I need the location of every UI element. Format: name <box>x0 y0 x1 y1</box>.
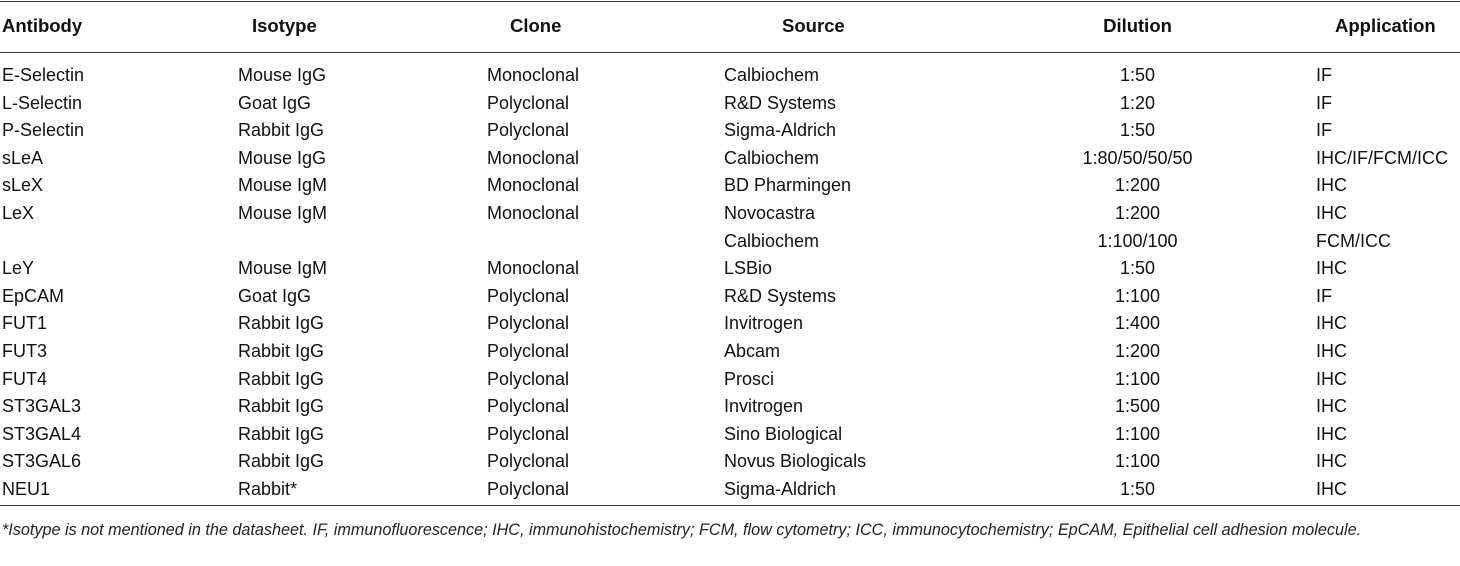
cell-isotype: Rabbit IgG <box>238 120 325 141</box>
table-row <box>0 90 1460 118</box>
cell-clone: Polyclonal <box>487 285 570 306</box>
cell-isotype: Rabbit* <box>238 479 298 499</box>
header-dilution: Dilution <box>1103 15 1172 36</box>
cell-dilution: 1:100 <box>1114 423 1161 444</box>
header-isotype: Isotype <box>252 15 317 36</box>
table-row <box>0 421 1460 449</box>
table-row <box>0 366 1460 394</box>
cell-source: Calbiochem <box>724 230 820 251</box>
table-row <box>0 200 1460 228</box>
table-top-rule <box>0 1 1460 2</box>
cell-antibody: sLeX <box>2 175 44 196</box>
cell-clone: Polyclonal <box>487 341 570 361</box>
cell-dilution: 1:80/50/50/50 <box>1082 147 1193 168</box>
cell-antibody: FUT1 <box>2 313 47 334</box>
cell-application: FCM/ICC <box>1316 230 1391 251</box>
cell-isotype: Mouse IgG <box>238 147 327 168</box>
cell-source: Abcam <box>724 341 781 361</box>
cell-antibody: ST3GAL4 <box>2 423 82 444</box>
cell-isotype: Goat IgG <box>238 285 312 306</box>
cell-dilution: 1:50 <box>1119 65 1156 85</box>
cell-clone: Monoclonal <box>487 175 580 196</box>
cell-dilution: 1:200 <box>1114 175 1161 196</box>
cell-dilution: 1:50 <box>1119 258 1156 279</box>
cell-dilution: 1:200 <box>1114 341 1161 361</box>
cell-application: IHC <box>1316 479 1347 499</box>
cell-isotype: Rabbit IgG <box>238 368 325 389</box>
cell-dilution: 1:100/100 <box>1097 230 1178 251</box>
cell-clone: Polyclonal <box>487 92 570 113</box>
cell-antibody: E-Selectin <box>2 65 85 85</box>
cell-clone: Polyclonal <box>487 479 570 499</box>
cell-dilution: 1:500 <box>1114 396 1161 417</box>
cell-isotype: Rabbit IgG <box>238 396 325 417</box>
cell-source: BD Pharmingen <box>724 175 852 196</box>
cell-source: Invitrogen <box>724 313 804 334</box>
header-source: Source <box>782 15 845 36</box>
cell-source: Calbiochem <box>724 65 820 85</box>
cell-source: R&D Systems <box>724 92 837 113</box>
cell-antibody: L-Selectin <box>2 92 83 113</box>
cell-application: IHC <box>1316 203 1347 223</box>
header-application: Application <box>1335 15 1436 36</box>
table-header-rule <box>0 52 1460 53</box>
cell-application: IHC <box>1316 451 1347 472</box>
table-row <box>0 145 1460 173</box>
table-row <box>0 283 1460 311</box>
table-row <box>0 338 1460 366</box>
cell-isotype: Rabbit IgG <box>238 423 325 444</box>
cell-dilution: 1:100 <box>1114 368 1161 389</box>
cell-clone: Monoclonal <box>487 258 580 279</box>
table-bottom-rule <box>0 505 1460 506</box>
table-row <box>0 448 1460 476</box>
cell-isotype: Rabbit IgG <box>238 313 325 334</box>
table-row <box>0 476 1460 504</box>
cell-antibody: NEU1 <box>2 479 51 499</box>
cell-dilution: 1:400 <box>1114 313 1161 334</box>
cell-application: IF <box>1316 92 1332 113</box>
cell-source: Sigma-Aldrich <box>724 120 837 141</box>
cell-clone: Polyclonal <box>487 423 570 444</box>
cell-antibody: FUT4 <box>2 368 47 389</box>
cell-dilution: 1:200 <box>1114 203 1161 223</box>
cell-dilution: 1:50 <box>1119 479 1156 499</box>
cell-application: IHC <box>1316 175 1347 196</box>
cell-isotype: Rabbit IgG <box>238 341 325 361</box>
cell-source: Prosci <box>724 368 775 389</box>
cell-clone: Monoclonal <box>487 203 580 223</box>
cell-clone: Polyclonal <box>487 368 570 389</box>
table-row <box>0 255 1460 283</box>
cell-dilution: 1:20 <box>1119 92 1156 113</box>
cell-dilution: 1:100 <box>1114 285 1161 306</box>
header-antibody: Antibody <box>2 15 83 36</box>
cell-source: Sino Biological <box>724 423 843 444</box>
cell-clone: Polyclonal <box>487 396 570 417</box>
table-footnote: *Isotype is not mentioned in the datasheet. IF, immunofluorescence; IHC, immunohistochemistry; FCM, flow cytometry; ICC, immunocytochemistry; EpCAM, Epithelial cell adhesion molecule. <box>2 521 1362 539</box>
cell-dilution: 1:50 <box>1119 120 1156 141</box>
cell-antibody: sLeA <box>2 147 44 168</box>
cell-source: R&D Systems <box>724 285 837 306</box>
cell-clone: Monoclonal <box>487 65 580 85</box>
cell-isotype: Goat IgG <box>238 92 312 113</box>
header-clone: Clone <box>510 15 562 36</box>
cell-source: Sigma-Aldrich <box>724 479 837 499</box>
cell-application: IHC <box>1316 258 1347 279</box>
cell-application: IF <box>1316 285 1332 306</box>
table-row <box>0 310 1460 338</box>
cell-application: IHC <box>1316 368 1347 389</box>
cell-source: Novocastra <box>724 203 816 223</box>
cell-antibody: LeY <box>2 258 35 279</box>
cell-source: Novus Biologicals <box>724 451 867 472</box>
table-header-row <box>0 11 1460 39</box>
cell-dilution: 1:100 <box>1114 451 1161 472</box>
cell-application: IF <box>1316 120 1332 141</box>
cell-isotype: Mouse IgM <box>238 175 328 196</box>
cell-antibody: EpCAM <box>2 285 65 306</box>
cell-source: LSBio <box>724 258 773 279</box>
cell-isotype: Rabbit IgG <box>238 451 325 472</box>
cell-antibody: LeX <box>2 203 35 223</box>
cell-isotype: Mouse IgM <box>238 203 328 223</box>
table-row <box>0 393 1460 421</box>
cell-application: IHC <box>1316 341 1347 361</box>
cell-application: IF <box>1316 65 1332 85</box>
table-row <box>0 172 1460 200</box>
table-row <box>0 228 1460 256</box>
table-row <box>0 117 1460 145</box>
cell-source: Calbiochem <box>724 147 820 168</box>
cell-antibody: P-Selectin <box>2 120 85 141</box>
cell-antibody: ST3GAL3 <box>2 396 82 417</box>
cell-clone: Monoclonal <box>487 147 580 168</box>
cell-application: IHC <box>1316 313 1347 334</box>
cell-source: Invitrogen <box>724 396 804 417</box>
cell-application: IHC <box>1316 396 1347 417</box>
cell-application: IHC/IF/FCM/ICC <box>1316 147 1448 168</box>
cell-clone: Polyclonal <box>487 120 570 141</box>
table-row <box>0 62 1460 90</box>
cell-isotype: Mouse IgG <box>238 65 327 85</box>
cell-clone: Polyclonal <box>487 313 570 334</box>
cell-isotype: Mouse IgM <box>238 258 328 279</box>
cell-application: IHC <box>1316 423 1347 444</box>
cell-antibody: FUT3 <box>2 341 47 361</box>
cell-clone: Polyclonal <box>487 451 570 472</box>
cell-antibody: ST3GAL6 <box>2 451 82 472</box>
